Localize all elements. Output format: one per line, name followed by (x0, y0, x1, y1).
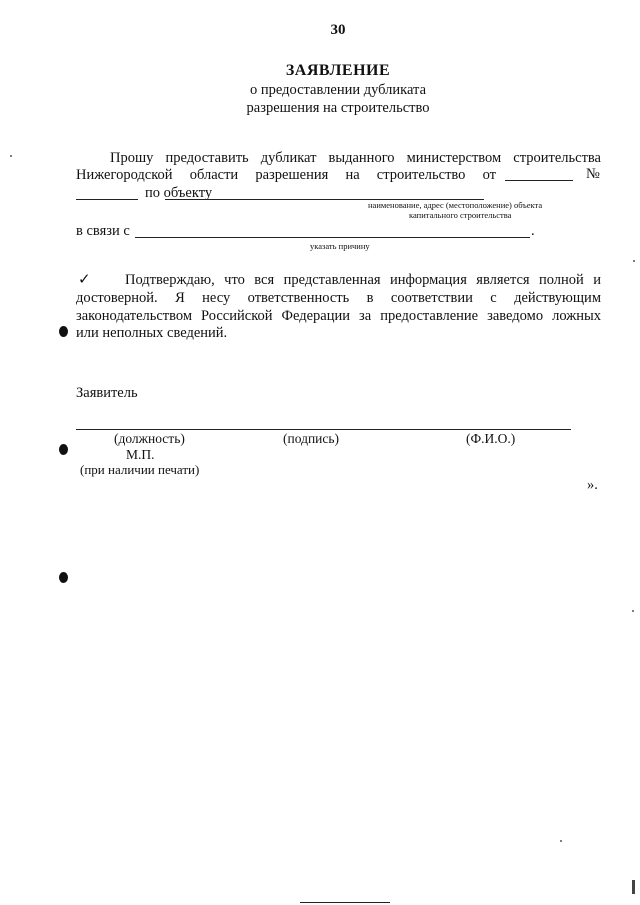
scan-speck (560, 840, 562, 842)
scan-speck (632, 610, 634, 612)
object-hint-line2: капитального строительства (409, 210, 512, 220)
permit-number-field[interactable] (76, 199, 138, 200)
footer-rule (300, 902, 390, 903)
date-field[interactable] (505, 180, 573, 181)
reason-end: . (531, 223, 535, 239)
request-line1: Прошу предоставить дубликат выданного министерством строительства (110, 150, 601, 166)
full-name-label: (Ф.И.О.) (466, 431, 516, 446)
confirmation-line4: или неполных сведений. (76, 325, 228, 341)
document-title: ЗАЯВЛЕНИЕ (285, 62, 391, 79)
stamp-note: (при наличии печати) (80, 462, 200, 477)
punch-hole-mark (59, 326, 68, 337)
confirmation-line3: законодательством Российской Федерации за предоставление заведомо ложных (76, 308, 601, 324)
reason-field[interactable] (135, 237, 530, 238)
confirmation-line2: достоверной. Я несу ответственность в соответствии с действующим (76, 290, 601, 306)
document-subtitle-line1: о предоставлении дубликата (249, 82, 427, 98)
applicant-label: Заявитель (76, 385, 138, 401)
scan-speck (10, 155, 12, 157)
object-hint-line1: наименование, адрес (местоположение) объекта (368, 200, 543, 210)
stamp-label: М.П. (126, 447, 155, 462)
confirmation-line1: Подтверждаю, что вся представленная информация является полной и (125, 272, 601, 288)
signature-label: (подпись) (283, 431, 340, 446)
number-sign: № (586, 166, 600, 182)
page-number: 30 (330, 22, 346, 38)
reason-hint: указать причину (310, 241, 370, 251)
scan-speck (633, 260, 635, 262)
request-line2: Нижегородской области разрешения на строительство от (76, 167, 496, 183)
checkmark-icon: ✓ (78, 272, 91, 288)
object-label: по объекту (145, 185, 213, 201)
reason-label: в связи с (76, 223, 130, 239)
punch-hole-mark (59, 444, 68, 455)
punch-hole-mark (59, 572, 68, 583)
closing-mark: ». (587, 477, 598, 493)
applicant-signature-line[interactable] (76, 429, 571, 430)
scan-edge-mark (632, 880, 635, 894)
document-subtitle-line2: разрешения на строительство (246, 100, 430, 116)
position-label: (должность) (114, 431, 185, 446)
